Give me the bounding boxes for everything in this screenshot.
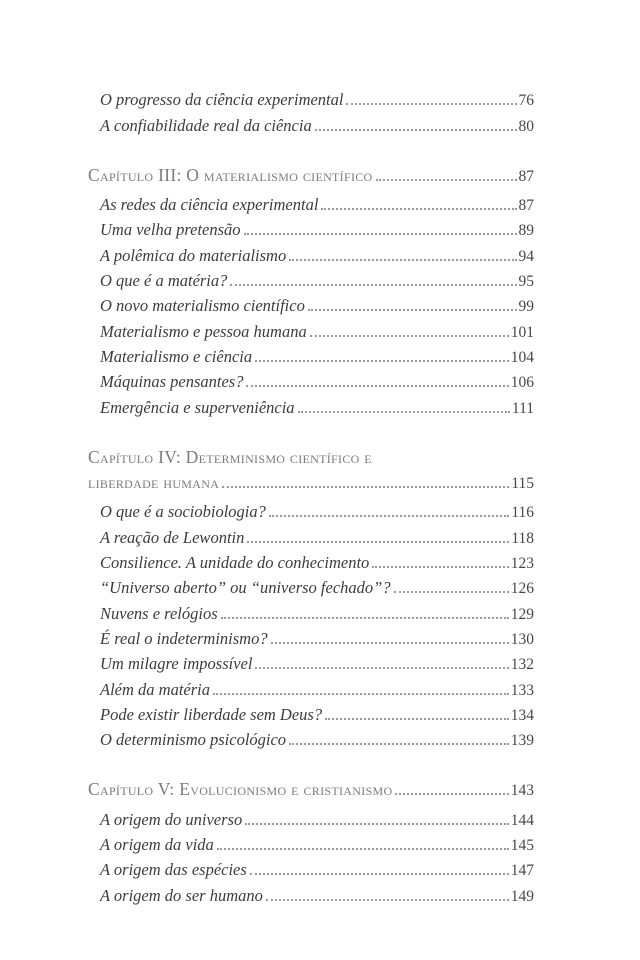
chapter-heading-row bbox=[88, 443, 534, 468]
dotted-leader bbox=[213, 693, 509, 695]
dotted-leader bbox=[289, 259, 516, 261]
toc-entry-page-number: 144 bbox=[510, 811, 534, 829]
chapter-page-number: 143 bbox=[510, 782, 534, 800]
dotted-leader bbox=[217, 848, 509, 850]
dotted-leader bbox=[325, 718, 509, 720]
toc-entry-title: A confiabilidade real da ciência bbox=[100, 115, 312, 135]
toc-entry-page-number: 101 bbox=[510, 323, 534, 341]
toc-entry-title: Pode existir liberdade sem Deus? bbox=[100, 704, 323, 724]
toc-entry bbox=[88, 342, 534, 367]
table-of-contents bbox=[88, 85, 534, 906]
toc-entry-page-number: 99 bbox=[518, 298, 534, 316]
dotted-leader bbox=[255, 667, 508, 669]
toc-entry bbox=[88, 573, 534, 598]
toc-entry-page-number: 134 bbox=[510, 706, 534, 724]
toc-entry-page-number: 147 bbox=[510, 862, 534, 880]
toc-entry-title: Uma velha pretensão bbox=[100, 220, 241, 240]
toc-entry bbox=[88, 110, 534, 135]
toc-entry bbox=[88, 674, 534, 699]
dotted-leader bbox=[315, 129, 517, 131]
toc-entry-page-number: 76 bbox=[518, 92, 534, 110]
toc-entry-page-number: 80 bbox=[518, 117, 534, 135]
toc-entry bbox=[88, 598, 534, 623]
dotted-leader bbox=[245, 823, 509, 825]
dotted-leader bbox=[230, 284, 516, 286]
chapter-page-number: 115 bbox=[511, 475, 534, 493]
toc-entry-page-number: 111 bbox=[511, 399, 534, 417]
toc-entry-title: Um milagre impossível bbox=[100, 654, 253, 674]
toc-section bbox=[88, 443, 534, 751]
chapter-heading-row bbox=[88, 161, 534, 186]
toc-section bbox=[88, 85, 534, 136]
toc-entry-title: Materialismo e pessoa humana bbox=[100, 321, 307, 341]
toc-entry bbox=[88, 725, 534, 750]
dotted-leader bbox=[308, 309, 517, 311]
toc-entry bbox=[88, 830, 534, 855]
toc-entry-page-number: 139 bbox=[510, 732, 534, 750]
toc-chapter-heading bbox=[88, 775, 534, 800]
toc-entry-title: O determinismo psicológico bbox=[100, 730, 287, 750]
toc-section bbox=[88, 161, 534, 418]
toc-entry-title: Máquinas pensantes? bbox=[100, 372, 244, 392]
toc-entry bbox=[88, 392, 534, 417]
dotted-leader bbox=[271, 642, 509, 644]
toc-entry bbox=[88, 316, 534, 341]
toc-entry-page-number: 106 bbox=[510, 374, 534, 392]
dotted-leader bbox=[310, 335, 509, 337]
toc-entry-title: A origem das espécies bbox=[100, 860, 247, 880]
toc-entry-title: O que é a sociobiologia? bbox=[100, 502, 266, 522]
toc-entry bbox=[88, 855, 534, 880]
dotted-leader bbox=[395, 793, 508, 795]
dotted-leader bbox=[372, 566, 508, 568]
dotted-leader bbox=[269, 515, 509, 517]
toc-entry-page-number: 94 bbox=[518, 247, 534, 265]
chapter-heading-text: Capítulo IV: Determinismo científico e bbox=[88, 446, 372, 467]
dotted-leader bbox=[376, 179, 517, 181]
toc-entry-page-number: 126 bbox=[510, 580, 534, 598]
chapter-heading-text: liberdade humana bbox=[88, 472, 220, 493]
toc-entry-page-number: 130 bbox=[510, 630, 534, 648]
toc-entry bbox=[88, 291, 534, 316]
toc-entry-title: As redes da ciência experimental bbox=[100, 195, 319, 215]
toc-entry-page-number: 118 bbox=[511, 529, 534, 547]
toc-entry bbox=[88, 700, 534, 725]
toc-entry-page-number: 133 bbox=[510, 681, 534, 699]
toc-entry-page-number: 116 bbox=[511, 504, 534, 522]
dotted-leader bbox=[250, 873, 509, 875]
toc-entry-page-number: 95 bbox=[518, 273, 534, 291]
toc-entry-title: A reação de Lewontin bbox=[100, 527, 245, 547]
dotted-leader bbox=[346, 103, 516, 105]
toc-entry-title: Consilience. A unidade do conhecimento bbox=[100, 553, 370, 573]
toc-entry-title: A origem do ser humano bbox=[100, 885, 263, 905]
toc-entry-title: “Universo aberto” ou “universo fechado”? bbox=[100, 578, 391, 598]
dotted-leader bbox=[221, 617, 509, 619]
toc-entry-title: A origem da vida bbox=[100, 835, 214, 855]
toc-entry bbox=[88, 85, 534, 110]
toc-entry bbox=[88, 548, 534, 573]
toc-entry bbox=[88, 266, 534, 291]
toc-entry-title: Materialismo e ciência bbox=[100, 346, 253, 366]
toc-entry bbox=[88, 367, 534, 392]
dotted-leader bbox=[255, 360, 509, 362]
toc-chapter-heading bbox=[88, 443, 534, 494]
toc-entry-page-number: 89 bbox=[518, 222, 534, 240]
toc-entry-title: A origem do universo bbox=[100, 809, 243, 829]
toc-entry-page-number: 149 bbox=[510, 887, 534, 905]
toc-entry bbox=[88, 190, 534, 215]
toc-entry-title: Nuvens e relógios bbox=[100, 603, 218, 623]
toc-entry-title: Além da matéria bbox=[100, 679, 210, 699]
toc-entry bbox=[88, 804, 534, 829]
toc-entry-page-number: 123 bbox=[510, 555, 534, 573]
toc-entry bbox=[88, 522, 534, 547]
toc-entry-title: A polêmica do materialismo bbox=[100, 245, 287, 265]
chapter-page-number: 87 bbox=[518, 167, 534, 185]
toc-entry-title: O novo materialismo científico bbox=[100, 296, 305, 316]
dotted-leader bbox=[247, 541, 509, 543]
toc-entry-page-number: 132 bbox=[510, 656, 534, 674]
toc-entry-title: O que é a matéria? bbox=[100, 271, 228, 291]
chapter-heading-row bbox=[88, 468, 534, 493]
dotted-leader bbox=[246, 385, 508, 387]
toc-entry-page-number: 129 bbox=[510, 605, 534, 623]
toc-entry-page-number: 104 bbox=[510, 348, 534, 366]
dotted-leader bbox=[298, 411, 510, 413]
toc-section bbox=[88, 775, 534, 905]
toc-entry bbox=[88, 497, 534, 522]
toc-entry-page-number: 87 bbox=[518, 197, 534, 215]
dotted-leader bbox=[266, 899, 509, 901]
toc-entry-title: É real o indeterminismo? bbox=[100, 628, 268, 648]
toc-entry bbox=[88, 215, 534, 240]
dotted-leader bbox=[222, 486, 509, 488]
chapter-heading-text: Capítulo V: Evolucionismo e cristianismo bbox=[88, 779, 393, 800]
toc-entry bbox=[88, 649, 534, 674]
toc-entry-page-number: 145 bbox=[510, 837, 534, 855]
toc-entry bbox=[88, 240, 534, 265]
chapter-heading-row bbox=[88, 775, 534, 800]
toc-entry-title: O progresso da ciência experimental bbox=[100, 90, 344, 110]
dotted-leader bbox=[289, 743, 509, 745]
dotted-leader bbox=[394, 591, 509, 593]
dotted-leader bbox=[321, 208, 516, 210]
toc-entry-title: Emergência e superveniência bbox=[100, 397, 295, 417]
toc-chapter-heading bbox=[88, 161, 534, 186]
toc-entry bbox=[88, 624, 534, 649]
toc-entry bbox=[88, 880, 534, 905]
dotted-leader bbox=[244, 233, 517, 235]
chapter-heading-text: Capítulo III: O materialismo científico bbox=[88, 164, 373, 185]
